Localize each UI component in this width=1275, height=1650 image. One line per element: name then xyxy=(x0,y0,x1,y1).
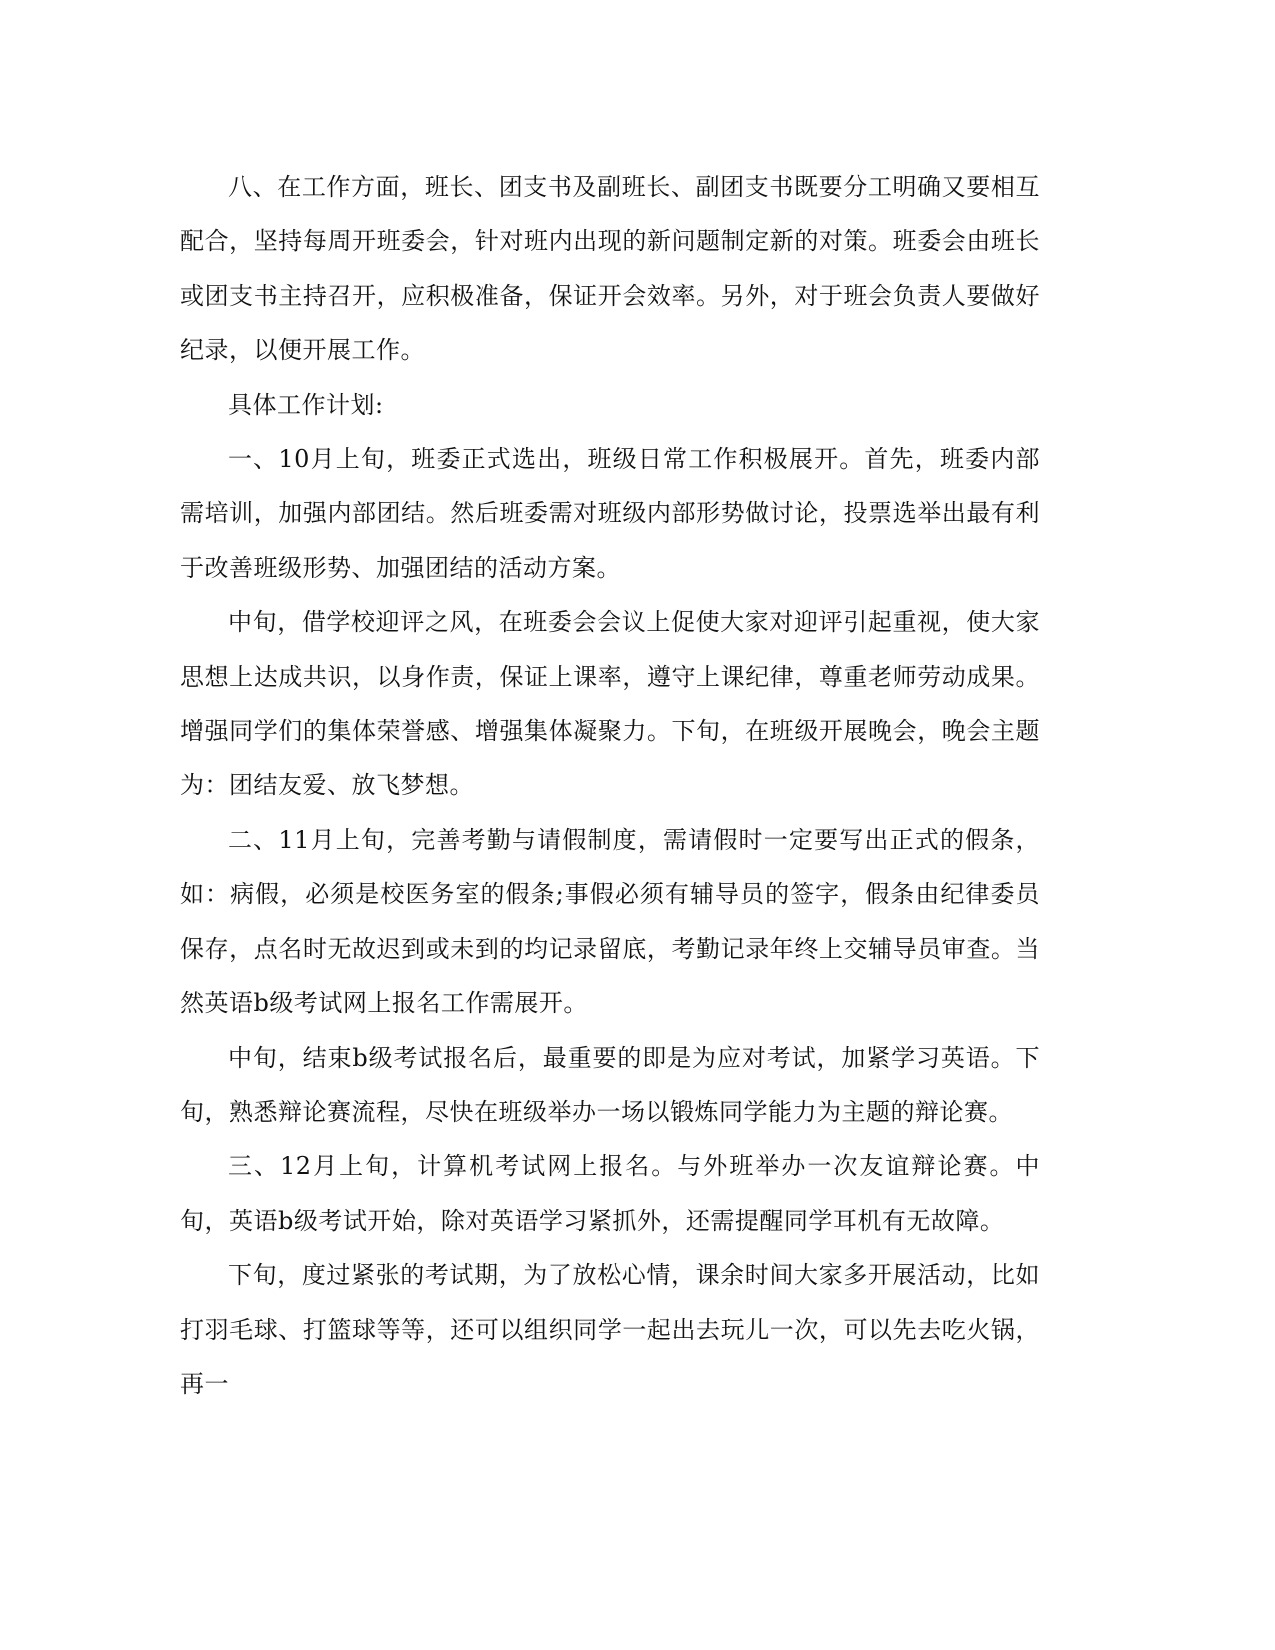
paragraph-november-early: 二、11月上旬，完善考勤与请假制度，需请假时一定要写出正式的假条，如：病假，必须是校医务室的假条;事假必须有辅导员的签字，假条由纪律委员保存，点名时无故迟到或未到的均记录留底，考勤记录年终上交辅导员审查。当然英语b级考试网上报名工作需展开。 xyxy=(180,825,1040,1018)
paragraph-december-late: 下旬，度过紧张的考试期，为了放松心情，课余时间大家多开展活动，比如打羽毛球、打篮球等等，还可以组织同学一起出去玩儿一次，可以先去吃火锅，再一 xyxy=(180,1261,1040,1398)
paragraph-work-coordination: 八、在工作方面，班长、团支书及副班长、副团支书既要分工明确又要相互配合，坚持每周开班委会，针对班内出现的新问题制定新的对策。班委会由班长或团支书主持召开，应积极准备，保证开会效率。另外，对于班会负责人要做好纪录，以便开展工作。 xyxy=(180,173,1040,365)
paragraph-november-mid-late: 中旬，结束b级考试报名后，最重要的即是为应对考试，加紧学习英语。下旬，熟悉辩论赛流程，尽快在班级举办一场以锻炼同学能力为主题的辩论赛。 xyxy=(180,1043,1040,1126)
paragraph-october-early: 一、10月上旬，班委正式选出，班级日常工作积极展开。首先，班委内部需培训，加强内部团结。然后班委需对班级内部形势做讨论，投票选举出最有利于改善班级形势、加强团结的活动方案。 xyxy=(180,445,1040,582)
paragraph-october-mid-late: 中旬，借学校迎评之风，在班委会会议上促使大家对迎评引起重视，使大家思想上达成共识，以身作责，保证上课率，遵守上课纪律，尊重老师劳动成果。增强同学们的集体荣誉感、增强集体凝聚力。下旬，在班级开展晚会，晚会主题为：团结友爱、放飞梦想。 xyxy=(180,608,1040,800)
paragraph-december-early-mid: 三、12月上旬，计算机考试网上报名。与外班举办一次友谊辩论赛。中旬，英语b级考试开始，除对英语学习紧抓外，还需提醒同学耳机有无故障。 xyxy=(180,1152,1040,1235)
document-body xyxy=(180,160,1040,1411)
paragraph-plan-heading: 具体工作计划: xyxy=(228,390,384,419)
